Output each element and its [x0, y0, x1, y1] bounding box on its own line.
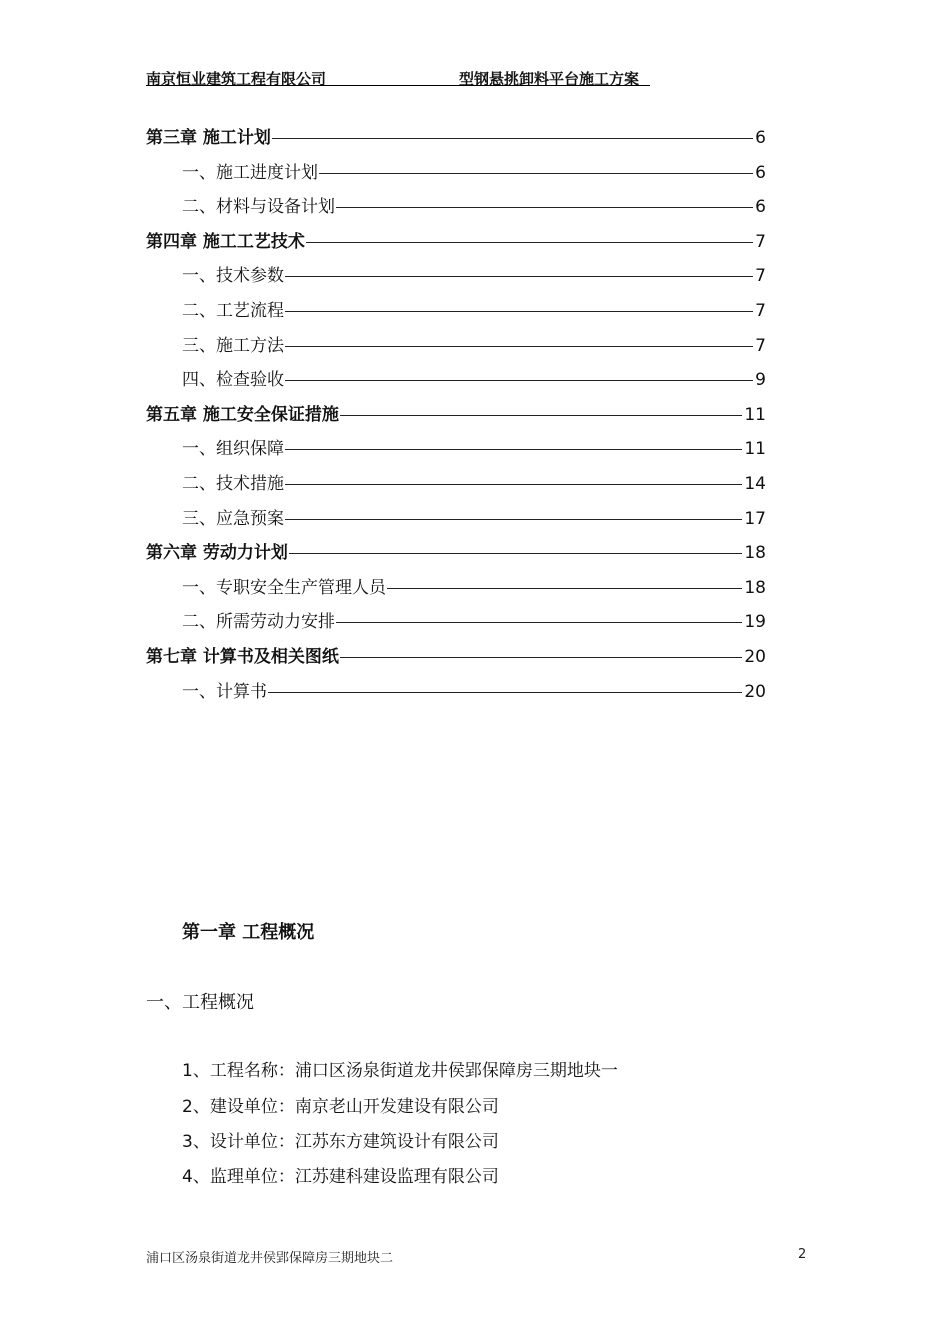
- toc-leader-line: [306, 242, 753, 243]
- toc-chapter-entry: [146, 126, 766, 150]
- toc-leader-line: [319, 173, 753, 174]
- header-divider: [146, 85, 650, 86]
- toc-entry-page: 19: [744, 612, 766, 632]
- toc-leader-line: [340, 657, 742, 658]
- header-company: 南京恒业建筑工程有限公司: [146, 70, 327, 88]
- toc-entry-label: 一、专职安全生产管理人员: [182, 578, 386, 598]
- toc-section-entry: [182, 368, 766, 392]
- toc-entry-label: 一、计算书: [182, 682, 267, 702]
- toc-leader-line: [285, 449, 742, 450]
- toc-section-entry: [182, 576, 766, 600]
- toc-entry-page: 18: [744, 578, 766, 598]
- toc-section-entry: [182, 437, 766, 461]
- toc-chapter-entry: [146, 541, 766, 565]
- toc-entry-label: 第四章 施工工艺技术: [146, 232, 305, 252]
- toc-entry-page: 11: [744, 439, 766, 459]
- toc-section-entry: [182, 507, 766, 531]
- toc-leader-line: [285, 346, 753, 347]
- toc-entry-label: 二、技术措施: [182, 474, 284, 494]
- footer-project: 浦口区汤泉街道龙井侯郢保障房三期地块二: [146, 1251, 394, 1266]
- toc-leader-line: [285, 311, 753, 312]
- owner-item: 2、建设单位：南京老山开发建设有限公司: [182, 1097, 499, 1117]
- toc-entry-page: 7: [755, 232, 766, 252]
- header-doc-title: 型钢悬挑卸料平台施工方案: [459, 70, 640, 88]
- toc-section-entry: [182, 195, 766, 219]
- toc-entry-page: 7: [755, 336, 766, 356]
- toc-entry-label: 一、技术参数: [182, 266, 284, 286]
- toc-entry-page: 6: [755, 163, 766, 183]
- toc-chapter-entry: [146, 403, 766, 427]
- toc-section-entry: [182, 264, 766, 288]
- toc-entry-label: 二、工艺流程: [182, 301, 284, 321]
- toc-section-entry: [182, 161, 766, 185]
- toc-entry-label: 一、组织保障: [182, 439, 284, 459]
- designer-item: 3、设计单位：江苏东方建筑设计有限公司: [182, 1132, 499, 1152]
- toc-entry-label: 一、施工进度计划: [182, 163, 318, 183]
- toc-leader-line: [272, 138, 753, 139]
- toc-entry-label: 二、所需劳动力安排: [182, 612, 335, 632]
- footer-page-number: 2: [798, 1247, 807, 1262]
- toc-section-entry: [182, 472, 766, 496]
- toc-entry-label: 第五章 施工安全保证措施: [146, 405, 339, 425]
- toc-leader-line: [285, 276, 753, 277]
- toc-chapter-entry: [146, 645, 766, 669]
- toc-section-entry: [182, 680, 766, 704]
- toc-entry-page: 9: [755, 370, 766, 390]
- supervisor-item: 4、监理单位：江苏建科建设监理有限公司: [182, 1167, 499, 1187]
- toc-entry-page: 20: [744, 682, 766, 702]
- toc-leader-line: [340, 415, 742, 416]
- toc-entry-page: 11: [744, 405, 766, 425]
- section-title: 一、工程概况: [146, 992, 254, 1013]
- toc-entry-page: 7: [755, 301, 766, 321]
- toc-section-entry: [182, 334, 766, 358]
- toc-chapter-entry: [146, 230, 766, 254]
- toc-section-entry: [182, 299, 766, 323]
- toc-leader-line: [336, 622, 742, 623]
- toc-entry-label: 三、施工方法: [182, 336, 284, 356]
- toc-entry-page: 20: [744, 647, 766, 667]
- project-name-item: 1、工程名称：浦口区汤泉街道龙井侯郢保障房三期地块一: [182, 1061, 618, 1081]
- toc-entry-page: 6: [755, 197, 766, 217]
- toc-entry-page: 18: [744, 543, 766, 563]
- toc-leader-line: [387, 588, 742, 589]
- toc-entry-label: 第三章 施工计划: [146, 128, 271, 148]
- toc-entry-label: 三、应急预案: [182, 509, 284, 529]
- toc-leader-line: [268, 692, 742, 693]
- toc-leader-line: [285, 380, 753, 381]
- toc-leader-line: [285, 519, 742, 520]
- toc-section-entry: [182, 610, 766, 634]
- toc-entry-page: 17: [744, 509, 766, 529]
- toc-entry-page: 6: [755, 128, 766, 148]
- toc-leader-line: [285, 484, 742, 485]
- toc-entry-page: 7: [755, 266, 766, 286]
- toc-entry-label: 第七章 计算书及相关图纸: [146, 647, 339, 667]
- toc-leader-line: [336, 207, 753, 208]
- toc-entry-page: 14: [744, 474, 766, 494]
- toc-leader-line: [289, 553, 742, 554]
- toc-entry-label: 第六章 劳动力计划: [146, 543, 288, 563]
- toc-entry-label: 四、检查验收: [182, 370, 284, 390]
- toc-entry-label: 二、材料与设备计划: [182, 197, 335, 217]
- chapter-title: 第一章 工程概况: [182, 922, 315, 943]
